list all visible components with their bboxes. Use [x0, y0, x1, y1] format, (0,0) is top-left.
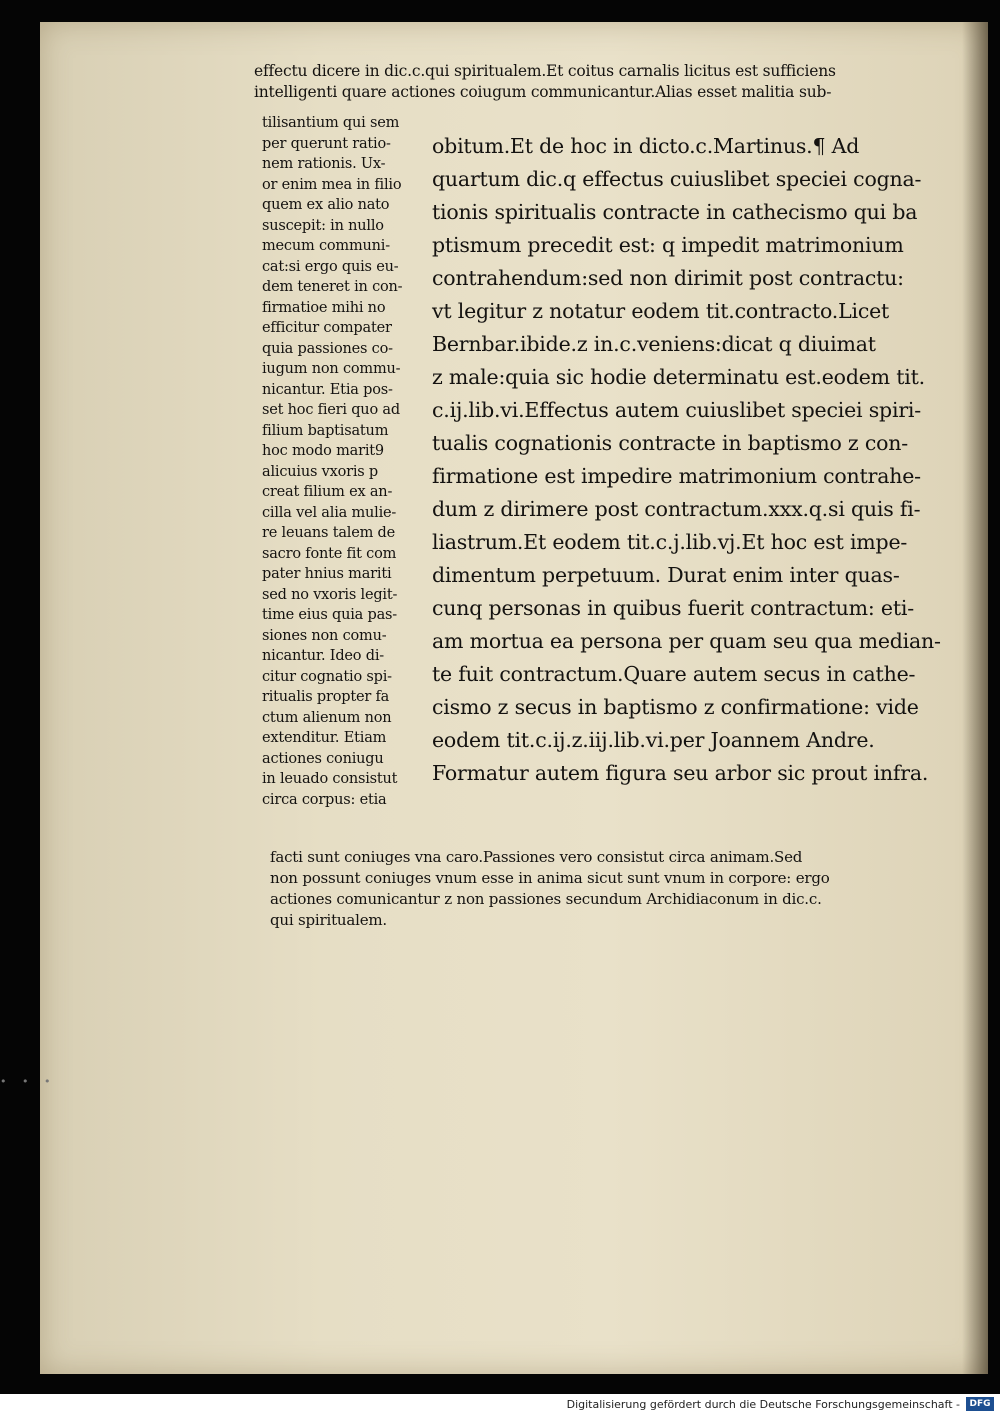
main-text-line: dum z dirimere post contractum.xxx.q.si quis fi-	[432, 497, 921, 521]
main-text-line: c.ij.lib.vi.Effectus autem cuiuslibet speciei spiri-	[432, 398, 921, 422]
main-text-line: eodem tit.c.ij.z.iij.lib.vi.per Joannem Andre.	[432, 728, 875, 752]
gloss-line: sacro fonte fit com	[262, 545, 397, 562]
gloss-line: actiones coniugu	[262, 750, 384, 767]
main-text-line: te fuit contractum.Quare autem secus in cathe-	[432, 662, 916, 686]
margin-marks: • • •	[0, 1075, 57, 1088]
gloss-line: filium baptisatum	[262, 422, 389, 439]
gloss-line: cat:si ergo quis eu-	[262, 258, 399, 275]
text-line: facti sunt coniuges vna caro.Passiones vero consistut circa animam.Sed	[270, 848, 803, 866]
gloss-line: efficitur compater	[262, 320, 392, 336]
page-spine-shadow	[962, 22, 988, 1374]
gloss-line: sed no vxoris legit-	[262, 586, 398, 603]
main-text-line: firmatione est impedire matrimonium contrahe-	[432, 464, 921, 488]
gloss-line: dem teneret in con-	[262, 279, 403, 295]
main-text-line: liastrum.Et eodem tit.c.j.lib.vj.Et hoc est impe-	[432, 530, 908, 554]
main-text-line: ptismum precedit est: q impedit matrimonium	[432, 233, 904, 257]
gloss-line: siones non comu-	[262, 627, 387, 644]
gloss-line: iugum non commu-	[262, 361, 401, 377]
text-line: intelligenti quare actiones coiugum communicantur.Alias esset malitia sub-	[254, 83, 832, 101]
main-text-line: Bernbar.ibide.z in.c.veniens:dicat q diuimat	[432, 332, 876, 356]
main-text-line: tualis cognationis contracte in baptismo z con-	[432, 431, 908, 455]
main-text-line: vt legitur z notatur eodem tit.contracto.Licet	[432, 299, 890, 323]
main-text-line: quartum dic.q effectus cuiuslibet speciei cogna-	[432, 167, 922, 191]
gloss-line: ritualis propter fa	[262, 689, 390, 705]
main-text-line: obitum.Et de hoc in dicto.c.Martinus.¶ Ad	[432, 134, 860, 158]
gloss-line: nem rationis. Ux-	[262, 156, 386, 172]
main-text-line: dimentum perpetuum. Durat enim inter quas-	[432, 563, 900, 587]
text-line: qui spiritualem.	[270, 911, 387, 929]
gloss-line: creat filium ex an-	[262, 484, 393, 500]
gloss-line: firmatioe mihi no	[262, 299, 386, 316]
footer-credit: Digitalisierung gefördert durch die Deutsche Forschungsgemeinschaft -	[566, 1398, 960, 1411]
main-text-line: cismo z secus in baptismo z confirmatione: vide	[432, 695, 919, 719]
text-line: non possunt coniuges vnum esse in anima sicut sunt vnum in corpore: ergo	[270, 869, 830, 887]
gloss-line: per querunt ratio-	[262, 135, 391, 152]
gloss-line: ctum alienum non	[262, 709, 392, 726]
gloss-line: alicuius vxoris p	[262, 463, 379, 480]
gloss-line: nicantur. Etia pos-	[262, 381, 393, 398]
main-text-line: z male:quia sic hodie determinatu est.eodem tit.	[432, 365, 925, 389]
gloss-line: quem ex alio nato	[262, 197, 390, 213]
gloss-line: suscepit: in nullo	[262, 217, 384, 234]
main-text-line: contrahendum:sed non dirimit post contractu:	[432, 266, 904, 290]
gloss-line: tilisantium qui sem	[262, 115, 400, 131]
gloss-line: citur cognatio spi-	[262, 668, 392, 685]
gloss-line: or enim mea in filio	[262, 176, 402, 193]
main-text-line: Formatur autem figura seu arbor sic prout infra.	[432, 761, 929, 785]
gloss-line: circa corpus: etia	[262, 791, 387, 808]
gloss-line: cilla vel alia mulie-	[262, 504, 397, 521]
footer-bar	[0, 1394, 1000, 1416]
gloss-line: nicantur. Ideo di-	[262, 648, 384, 664]
gloss-line: mecum communi-	[262, 238, 390, 254]
gloss-line: hoc modo marit9	[262, 443, 384, 459]
gloss-line: in leuado consistut	[262, 771, 398, 787]
gloss-line: re leuans talem de	[262, 525, 396, 541]
main-text-line: cunq personas in quibus fuerit contractum: eti-	[432, 596, 914, 620]
main-text-line: am mortua ea persona per quam seu qua median-	[432, 629, 941, 653]
text-line: actiones comunicantur z non passiones secundum Archidiaconum in dic.c.	[270, 890, 822, 908]
gloss-line: set hoc fieri quo ad	[262, 402, 400, 418]
gloss-line: extenditur. Etiam	[262, 730, 387, 746]
gloss-line: time eius quia pas-	[262, 607, 397, 623]
gloss-line: quia passiones co-	[262, 340, 393, 357]
main-text-line: tionis spiritualis contracte in cathecismo qui ba	[432, 200, 918, 224]
gloss-line: pater hnius mariti	[262, 566, 392, 582]
dfg-logo: DFG	[966, 1397, 994, 1411]
text-line: effectu dicere in dic.c.qui spiritualem.Et coitus carnalis licitus est sufficiens	[254, 62, 836, 80]
